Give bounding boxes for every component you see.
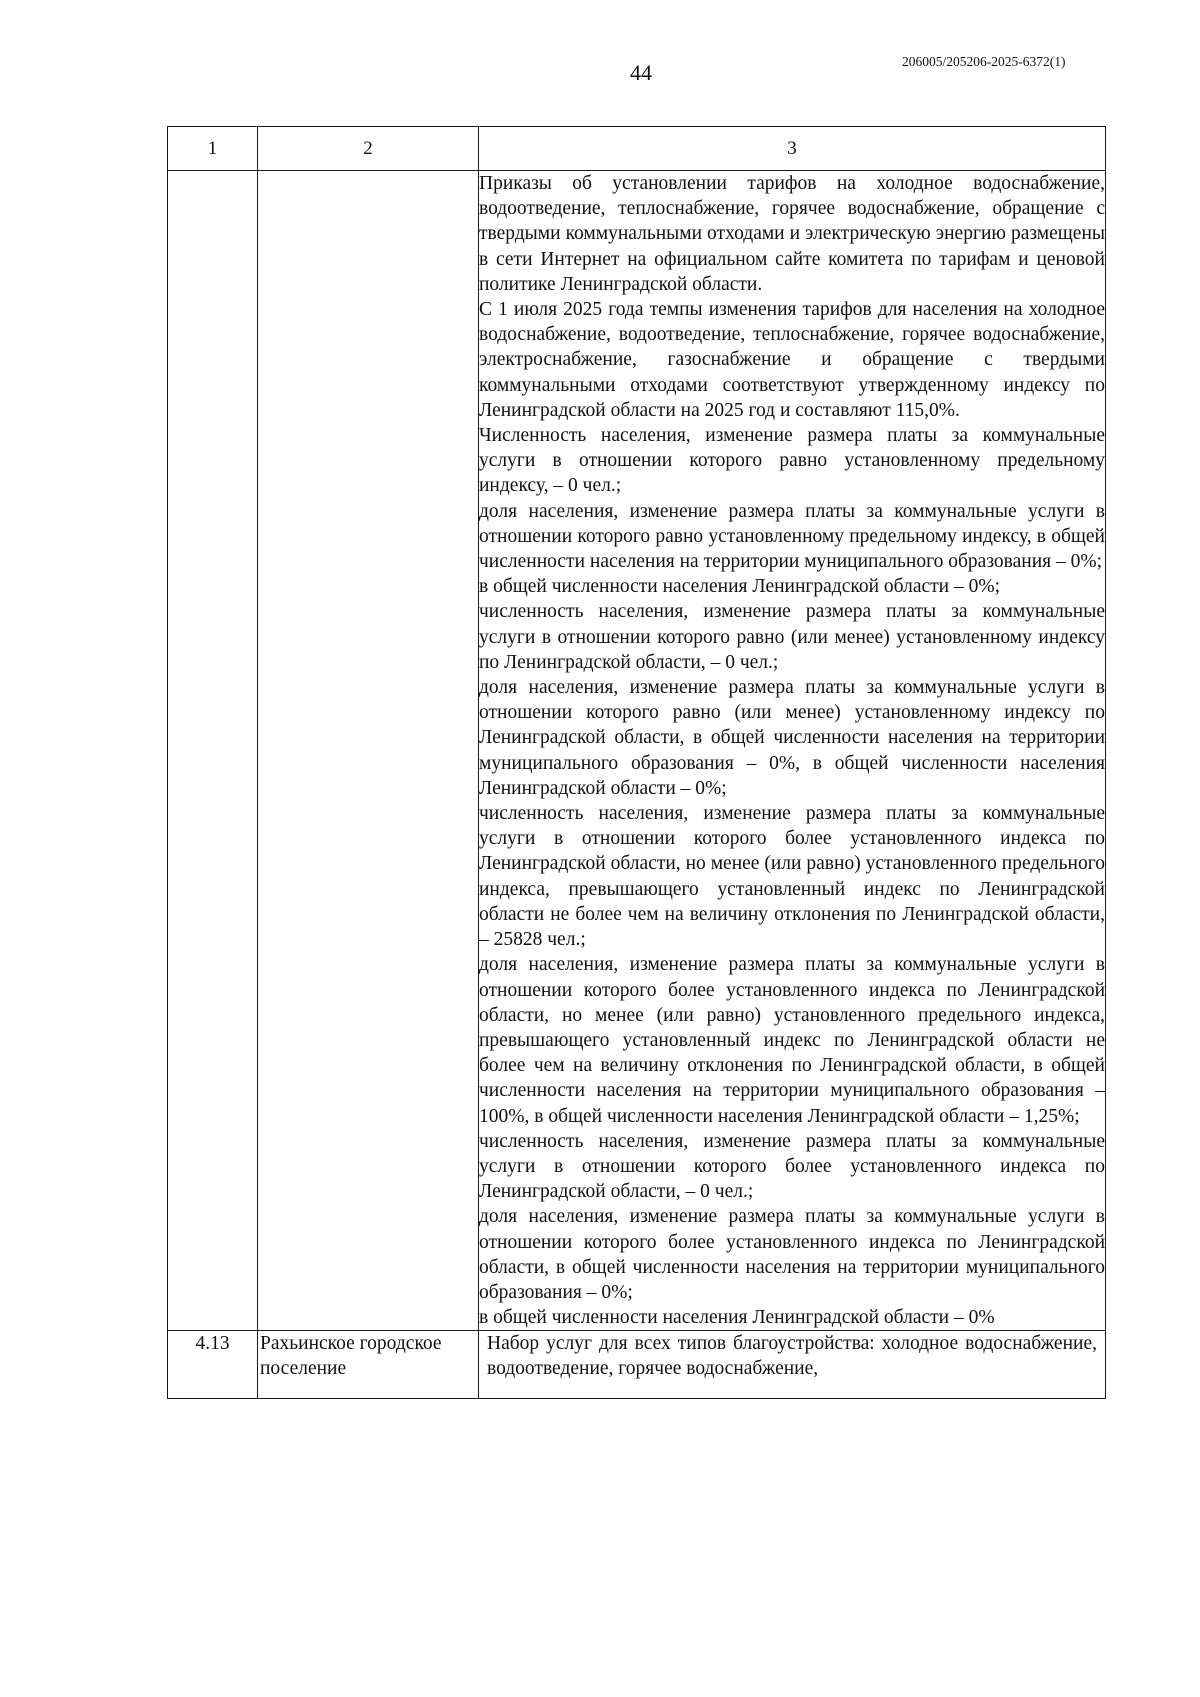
paragraph: численность населения, изменение размера платы за коммунальные услуги в отношении которого более установленного индекса по Ленинградской области, но менее (или равно) установленного предельного индекса, превышающего установленный индекс по Ленинградской области не более чем на величину отклонения по Ленинградской области, – 25828 чел.;: [479, 803, 1105, 951]
continued-row-name-cell: [258, 171, 479, 1331]
paragraph: в общей численности населения Ленинградской области – 0%: [479, 1307, 995, 1329]
paragraph: Набор услуг для всех типов благоустройства: холодное водоснабжение, водоотведение, горячее водоснабжение,: [487, 1333, 1097, 1380]
paragraph: доля населения, изменение размера платы за коммунальные услуги в отношении которого равно установленному предельному индексу, в общей численности населения на территории муниципального образования – 0%;: [479, 500, 1105, 573]
paragraph: доля населения, изменение размера платы за коммунальные услуги в отношении которого более установленного индекса по Ленинградской области, в общей численности населения на территории муниципального образования – 0%;: [479, 1206, 1105, 1303]
column-header-3: 3: [479, 127, 1106, 171]
paragraph: Численность населения, изменение размера платы за коммунальные услуги в отношении которого равно установленному предельному индексу, – 0 чел.;: [479, 425, 1105, 497]
paragraph: Приказы об установлении тарифов на холодное водоснабжение, водоотведение, теплоснабжение, горячее водоснабжение, обращение с твердыми коммунальными отходами и электрическую энергию размещены в сети Интернет на официальном сайте комитета по тарифам и ценовой политике Ленинградской области.: [479, 173, 1105, 295]
paragraph: численность населения, изменение размера платы за коммунальные услуги в отношении которого более установленного индекса по Ленинградской области, – 0 чел.;: [479, 1130, 1105, 1203]
tariff-table: [167, 126, 1106, 1399]
continued-row-content-cell: [479, 171, 1106, 1331]
paragraph: С 1 июля 2025 года темпы изменения тарифов для населения на холодное водоснабжение, водоотведение, теплоснабжение, горячее водоснабжение, электроснабжение, газоснабжение и обращение с твердыми коммунальными отходами соответствуют утвержденному индексу по Ленинградской области на 2025 год и составляют 115,0%.: [479, 299, 1105, 421]
column-header-2: 2: [258, 127, 479, 171]
paragraph: численность населения, изменение размера платы за коммунальные услуги в отношении которого равно (или менее) установленному индексу по Ленинградской области, – 0 чел.;: [479, 601, 1105, 673]
settlement-name: Рахьинское городское поселение: [258, 1331, 479, 1399]
paragraph: доля населения, изменение размера платы за коммунальные услуги в отношении которого более установленного индекса по Ленинградской области, но менее (или равно) установленного предельного индекса, превышающего установленный индекс по Ленинградской области не более чем на величину отклонения по Ленинградской области, в общей численности населения на территории муниципального образования – 100%, в общей численности населения Ленинградской области – 1,25%;: [479, 954, 1105, 1127]
column-header-1: 1: [168, 127, 258, 171]
continued-row-number-cell: [168, 171, 258, 1331]
paragraph: в общей численности населения Ленинградской области – 0%;: [479, 576, 1001, 598]
row-number: 4.13: [168, 1331, 258, 1399]
table-header-row: [168, 127, 1106, 171]
page-number: 44: [630, 60, 652, 85]
table-row-continued: [168, 171, 1106, 1331]
document-id: 206005/205206-2025-6372(1): [902, 54, 1066, 69]
row-description: [479, 1331, 1106, 1399]
table-row-4-13: [168, 1331, 1106, 1399]
paragraph: доля населения, изменение размера платы за коммунальные услуги в отношении которого равно (или менее) установленному индексу по Ленинградской области, в общей численности населения на территории муниципального образования – 0%, в общей численности населения Ленинградской области – 0%;: [479, 677, 1105, 799]
